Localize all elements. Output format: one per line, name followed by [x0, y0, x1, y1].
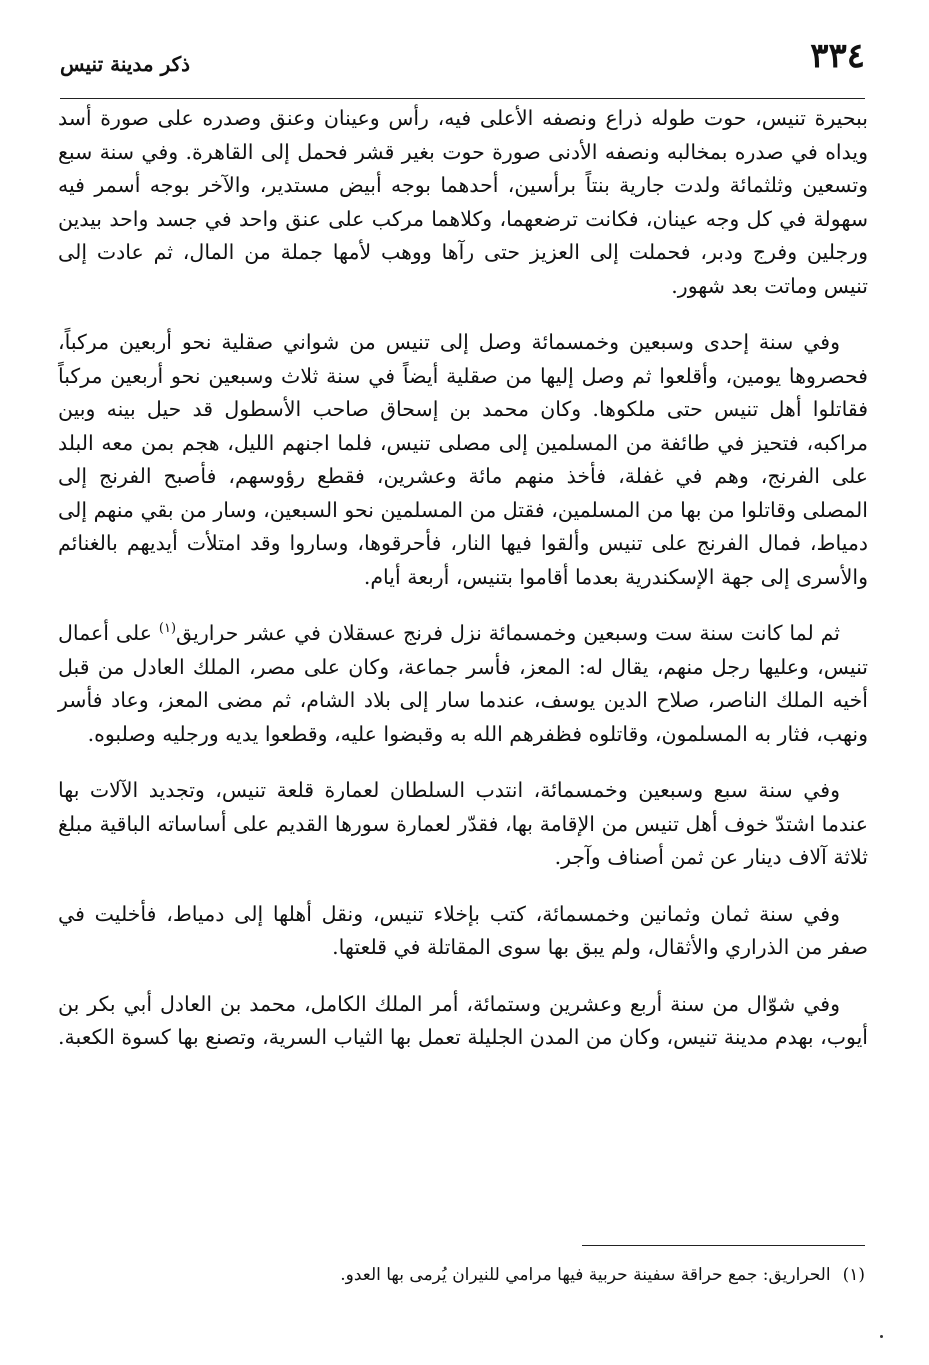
footnote-text: الحراريق: جمع حراقة سفينة حربية فيها مرامي للنيران يُرمى بها العدو. [340, 1265, 831, 1285]
footnote [200, 1262, 865, 1288]
paragraph-3-text-a: ثم لما كانت سنة ست وسبعين وخمسمائة نزل فرنج عسقلان في عشر حراريق [176, 621, 840, 645]
paragraph-3-text-b: على أعمال تنيس، وعليها رجل منهم، يقال له: المعز، فأسر جماعة، وكان على مصر، الملك العادل من قبل أخيه الملك الناصر، صلاح الدين يوسف، عندما سار إلى بلاد الشام، ثم مضى المعز، وعاد فأسر ونهب، فثار به المسلمون، وقاتلوه فظفرهم الله به وقبضوا عليه، وقطعوا يديه ورجليه وصلبوه. [58, 621, 868, 746]
header-rule [60, 98, 865, 99]
footnote-reference[interactable]: (١) [158, 621, 177, 637]
scan-speck [880, 1335, 883, 1338]
paragraph-2: وفي سنة إحدى وسبعين وخمسمائة وصل إلى تنيس من شواني صقلية نحو أربعين مركباً، فحصروها يومين، وأقلعوا ثم وصل إليها من صقلية أيضاً في سنة ثلاث وسبعين نحو أربعين مركباً فقاتلوا أهل تنيس حتى ملكوها. وكان محمد بن إسحاق صاحب الأسطول قد حيل بينه وبين مراكبه، فتحيز في طائفة من المسلمين إلى مصلى تنيس، فلما اجنهم الليل، هجم بمن معه البلد على الفرنج، وهم في غفلة، فأخذ منهم مائة وعشرين، فقطع رؤوسهم، فأصبح الفرنج إلى المصلى وقاتلوا من بها من المسلمين، فقتل من المسلمين نحو السبعين، وسار من بقي منهم إلى دمياط، فمال الفرنج على تنيس وألقوا فيها النار، فأحرقوها، وساروا وقد امتلأت أيديهم بالغنائم والأسرى إلى جهة الإسكندرية بعدما أقاموا بتنيس، أربعة أيام. [58, 330, 868, 589]
page-header [60, 30, 865, 100]
running-title: ذكر مدينة تنيس [60, 52, 191, 76]
paragraph-6: وفي شوّال من سنة أربع وعشرين وستمائة، أمر الملك الكامل، محمد بن العادل أبي بكر بن أيوب، بهدم مدينة تنيس، وكان من المدن الجليلة تعمل بها الثياب السرية، وتصنع بها كسوة الكعبة. [58, 991, 868, 1049]
paragraph-4: وفي سنة سبع وسبعين وخمسمائة، انتدب السلطان لعمارة قلعة تنيس، وتجديد الآلات بها عندما اشتدّ خوف أهل تنيس من الإقامة بها، فقدّر لعمارة سورها القديم على أساساته الباقية مبلغ ثلاثة آلاف دينار عن ثمن أصناف وآجر. [58, 778, 868, 869]
paragraph-5: وفي سنة ثمان وثمانين وخمسمائة، كتب بإخلاء تنيس، ونقل أهلها إلى دمياط، فأخليت في صفر من الذراري والأثقال، ولم يبق بها سوى المقاتلة في قلعتها. [58, 901, 868, 959]
paragraph-3 [58, 617, 868, 751]
body-text [58, 102, 868, 1078]
footnote-mark: (١) [842, 1265, 865, 1285]
paragraph-1: ببحيرة تنيس، حوت طوله ذراع ونصفه الأعلى فيه، رأس وعينان وعنق وصدره على صورة أسد ويداه في صدره بمخالبه ونصفه الأدنى صورة حوت بغير قشر فحمل إلى القاهرة. وفي سنة سبع وتسعين وثلثمائة ولدت جارية بنتاً برأسين، أحدهما بوجه أبيض مستدير، والآخر بوجه أسمر فيه سهولة في كل وجه عينان، فكانت ترضعهما، وكلاهما مركب على عنق واحد في جسد واحد بيدين ورجلين وفرج ودبر، فحملت إلى العزيز حتى رآها ووهب لأمها جملة من المال، ثم عادت إلى تنيس وماتت بعد شهور. [58, 106, 868, 298]
footnote-rule [582, 1245, 865, 1246]
page-number: ٣٣٤ [810, 36, 865, 76]
